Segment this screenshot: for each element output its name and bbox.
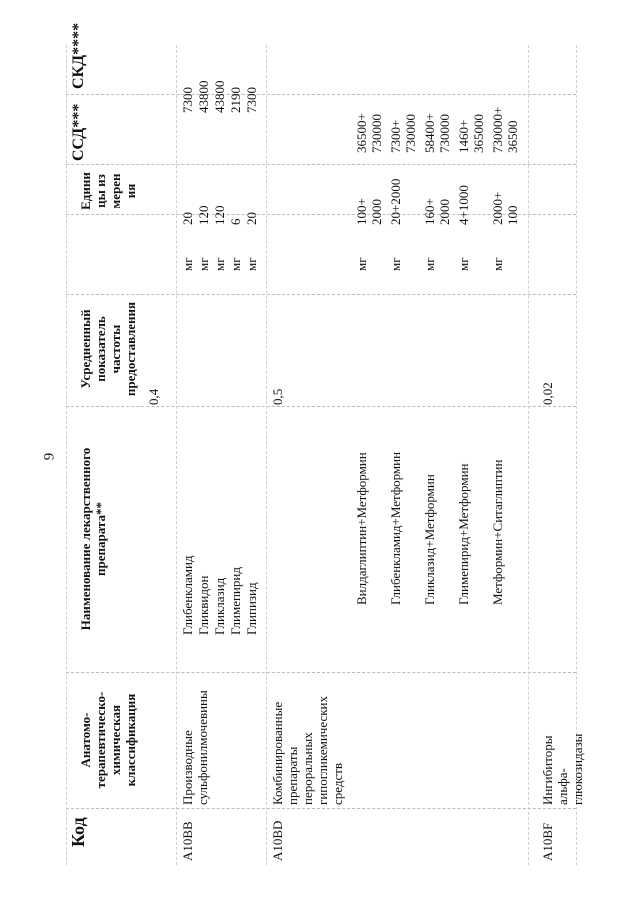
group-frequency: 0,5: [270, 388, 285, 405]
group-atc-classification: Ингибиторы альфа-глюкозидазы: [540, 733, 585, 805]
drug-skd: 730000+ 36500: [490, 106, 520, 153]
drug-unit: мг: [354, 257, 369, 271]
column-divider: [66, 672, 576, 673]
drug-skd: 36500+ 730000: [354, 113, 384, 153]
group-code: A10BF: [540, 822, 555, 861]
drug-name: Глибенкламид+Метформин: [388, 451, 403, 605]
column-divider: [66, 406, 576, 407]
drug-unit: мг: [180, 257, 195, 271]
drug-skd: 58400+ 730000: [422, 113, 452, 153]
column-divider: [66, 294, 576, 295]
drug-ssd: 120: [212, 205, 227, 225]
header-skd: СКД****: [70, 22, 87, 89]
drug-name: Глипизид: [244, 582, 259, 635]
header-ssd: ССД***: [70, 103, 87, 161]
drug-ssd: 20+2000: [388, 178, 403, 225]
drug-unit: мг: [212, 257, 227, 271]
group-code: A10BB: [180, 821, 195, 861]
drug-ssd: 2000+ 100: [490, 191, 520, 225]
drug-ssd: 100+ 2000: [354, 198, 384, 225]
drug-name: Вилдаглиптин+Метформин: [354, 452, 369, 605]
group-atc-classification: Комбинированные препараты пероральных гипогликемических средств: [270, 696, 345, 805]
drug-unit: мг: [456, 257, 471, 271]
column-divider: [66, 164, 576, 165]
row-divider: [528, 45, 529, 865]
drug-skd: 7300: [244, 87, 259, 113]
group-atc-classification: Производные сульфонилмочевины: [180, 690, 210, 805]
drug-skd: 7300+ 730000: [388, 114, 418, 153]
drug-ssd: 20: [180, 212, 195, 225]
drug-unit: мг: [388, 257, 403, 271]
drug-unit: мг: [490, 257, 505, 271]
group-frequency: 0,02: [540, 382, 555, 405]
page-number: 9: [41, 452, 58, 461]
drug-ssd: 4+1000: [456, 185, 471, 225]
drug-unit: мг: [196, 257, 211, 271]
header-code: Код: [68, 817, 88, 847]
group-code: A10BD: [270, 820, 285, 861]
drug-name: Гликлазид: [212, 577, 227, 635]
drug-ssd: 120: [196, 205, 211, 225]
drug-name: Гликлазид+Метформин: [422, 474, 437, 605]
header-drug: Наименование лекарственного препарата**: [78, 447, 108, 631]
drug-unit: мг: [244, 257, 259, 271]
drug-unit: мг: [422, 257, 437, 271]
drug-skd: 43800: [196, 80, 211, 113]
drug-skd: 7300: [180, 87, 195, 113]
drug-name: Метформин+Ситаглиптин: [490, 459, 505, 605]
drug-name: Глимепирид: [228, 567, 243, 635]
drug-skd: 43800: [212, 80, 227, 113]
row-divider: [266, 45, 267, 865]
header-unit: Единицы измерения: [78, 172, 138, 210]
drug-skd: 1460+ 365000: [456, 114, 486, 153]
drug-name: Глимепирид+Метформин: [456, 463, 471, 605]
row-divider: [66, 45, 67, 865]
header-atc: Анатомо-терапевтическо-химическая классификация: [78, 691, 138, 789]
header-frequency: Усредненный показатель частоты предоставления: [78, 301, 138, 397]
drug-skd: 2190: [228, 87, 243, 113]
drug-ssd: 20: [244, 212, 259, 225]
group-frequency: 0,4: [146, 388, 161, 405]
drug-name: Глибенкламид: [180, 555, 195, 635]
drug-ssd: 6: [228, 218, 243, 225]
drug-name: Гликвидон: [196, 575, 211, 635]
drug-unit: мг: [228, 257, 243, 271]
drug-ssd: 160+ 2000: [422, 198, 452, 225]
column-divider: [66, 808, 576, 809]
row-divider: [176, 45, 177, 865]
